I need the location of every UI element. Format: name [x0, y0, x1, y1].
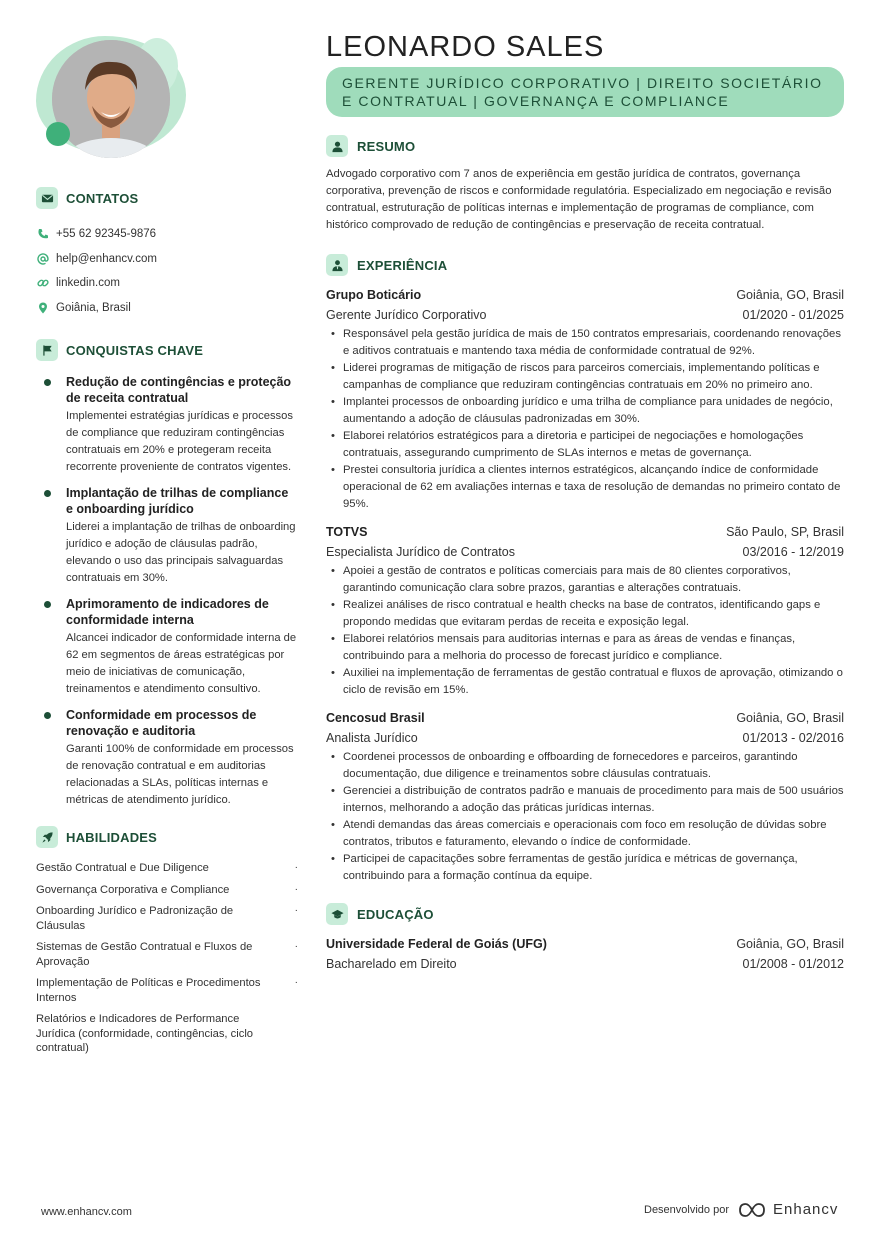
job-bullet: • Coordenei processos de onboarding e offboarding de fornecedores e parceiros, garantindo documentação, due diligence e treinamentos sobre cláusulas contratuais. — [326, 749, 844, 783]
contacts-label: CONTATOS — [66, 190, 139, 206]
skill-text: Gestão Contratual e Due Diligence — [36, 862, 209, 874]
bullet-dot — [44, 712, 51, 719]
job-bullet: • Auxiliei na implementação de ferramentas de gestão contratual e fluxos de aprovação, otimizando o ciclo de revisão em 15%. — [326, 665, 844, 699]
briefcase-user-icon — [326, 254, 348, 276]
bullet-dot — [44, 379, 51, 386]
education-subheader — [326, 954, 844, 974]
contact-email — [36, 247, 298, 272]
job-subheader — [326, 542, 844, 562]
skill-separator — [284, 1012, 298, 1056]
job-bullet: • Atendi demandas das áreas comerciais e operacionais com foco em resolução de dúvidas sobre contratos, tributos e faturamento, elevando o índice de conformidade. — [326, 817, 844, 851]
education-section-title — [326, 903, 844, 925]
job-header — [326, 285, 844, 305]
job-bullet: • Prestei consultoria jurídica a clientes internos estratégicos, alcançando índice de conformidade operacional de 62 em avaliações internas e taxa de resolução de demandas no primeiro contato de 95%. — [326, 462, 844, 513]
job-bullets — [326, 326, 844, 513]
job-location: Goiânia, GO, Brasil — [736, 711, 844, 725]
summary-text: Advogado corporativo com 7 anos de experiência em gestão jurídica de contratos, governança corporativa, prevenção de riscos e conformidade regulatória. Especializado em negociação e revisão contratual, estruturação de políticas internas e implementação de programas de compliance, com histórico comprovado de redução de contingências e preservação de receita contratual. — [326, 168, 832, 231]
achievement-item — [36, 707, 298, 809]
achievement-item — [36, 485, 298, 587]
candidate-name: LEONARDO SALES — [326, 31, 605, 63]
skill-text: Implementação de Políticas e Procedimentos Internos — [36, 977, 261, 1004]
job-bullet: • Implantei processos de onboarding jurídico e uma trilha de compliance para unidades de negócio, aumentando a adoção de cláusulas padronizadas em 30%. — [326, 394, 844, 428]
skill-item — [36, 1012, 298, 1056]
achievement-item — [36, 596, 298, 698]
achievement-description: Garanti 100% de conformidade em processos de renovação contratual e em auditorias relacionadas a SLAs, políticas internas e métricas de atendimento jurídico. — [66, 743, 294, 806]
skill-text: Governança Corporativa e Compliance — [36, 883, 230, 896]
experience-label: EXPERIÊNCIA — [357, 257, 448, 273]
footer-website[interactable]: www.enhancv.com — [41, 1206, 132, 1218]
right-column — [326, 30, 844, 974]
job-bullet: • Apoiei a gestão de contratos e políticas comerciais para mais de 80 clientes corporativos, garantindo comunicação clara sobre prazos, garantias e alterações contratuais. — [326, 563, 844, 597]
job-entry — [326, 285, 844, 513]
job-dates: 01/2020 - 01/2025 — [742, 308, 844, 322]
user-icon — [326, 135, 348, 157]
job-location: Goiânia, GO, Brasil — [736, 288, 844, 302]
skill-text: Relatórios e Indicadores de Performance Jurídica (conformidade, contingências, ciclo contratual) — [36, 1013, 254, 1054]
achievements-section-title — [36, 338, 298, 362]
job-role: Especialista Jurídico de Contratos — [326, 545, 515, 559]
job-entry — [326, 522, 844, 699]
job-bullet: • Liderei programas de mitigação de riscos para parceiros comerciais, implementando políticas e campanhas de compliance que reduziram contingências contratuais em 20% no primeiro ano. — [326, 360, 844, 394]
flag-icon — [36, 339, 58, 361]
job-header — [326, 522, 844, 542]
job-bullet: • Participei de capacitações sobre ferramentas de gestão jurídica e métricas de governança, contribuindo para a formação contínua da equipe. — [326, 851, 844, 885]
achievement-description: Liderei a implantação de trilhas de onboarding jurídico e adoção de cláusulas padrão, elevando o uso das principais salvaguardas contratuais em 30%. — [66, 521, 296, 584]
contact-linkedin-text[interactable]: linkedin.com — [56, 277, 120, 290]
at-icon — [36, 252, 50, 266]
job-company: TOTVS — [326, 525, 368, 539]
skill-separator: · — [294, 941, 298, 952]
job-role: Analista Jurídico — [326, 731, 418, 745]
skill-item — [36, 904, 298, 933]
bullet-dot — [44, 490, 51, 497]
skill-separator: · — [294, 862, 298, 873]
education-header — [326, 934, 844, 954]
contact-list — [36, 222, 298, 320]
contact-email-text[interactable]: help@enhancv.com — [56, 252, 157, 265]
skill-separator: · — [294, 905, 298, 916]
achievement-item — [36, 374, 298, 476]
contact-linkedin — [36, 271, 298, 296]
graduation-cap-icon — [326, 903, 348, 925]
experience-section-title — [326, 254, 844, 276]
photo-dot-decoration — [46, 122, 70, 146]
skill-item — [36, 940, 298, 969]
education-entry — [326, 934, 844, 974]
job-bullet: • Elaborei relatórios mensais para auditorias internas e para as áreas de vendas e finanças, contribuindo para a melhoria do processo de forecast jurídico e compliance. — [326, 631, 844, 665]
education-school: Universidade Federal de Goiás (UFG) — [326, 937, 547, 951]
achievements-list — [36, 374, 298, 809]
achievement-title: Conformidade em processos de renovação e auditoria — [66, 708, 257, 738]
headline-banner: GERENTE JURÍDICO CORPORATIVO | DIREITO SOCIETÁRIO E CONTRATUAL | GOVERNANÇA E COMPLIANCE — [326, 67, 844, 117]
job-subheader — [326, 305, 844, 325]
rocket-icon — [36, 826, 58, 848]
job-bullet: • Gerenciei a distribuição de contratos padrão e manuais de procedimento para mais de 500 usuários internos, melhorando a adoção das práticas jurídicas internas. — [326, 783, 844, 817]
location-icon — [36, 301, 50, 315]
job-bullet: • Elaborei relatórios estratégicos para a diretoria e participei de negociações e homologações contratuais, assegurando cumprimento de SLAs internos e metas de governança. — [326, 428, 844, 462]
achievement-title: Implantação de trilhas de compliance e onboarding jurídico — [66, 486, 289, 516]
job-bullets — [326, 563, 844, 699]
phone-icon — [36, 227, 50, 241]
skill-text: Sistemas de Gestão Contratual e Fluxos de Aprovação — [36, 941, 253, 968]
contact-phone — [36, 222, 298, 247]
link-icon — [36, 276, 50, 290]
avatar — [52, 40, 170, 158]
summary-label: RESUMO — [357, 138, 416, 154]
achievement-title: Redução de contingências e proteção de receita contratual — [66, 375, 292, 405]
footer-powered-text: Desenvolvido por — [644, 1203, 729, 1216]
education-location: Goiânia, GO, Brasil — [736, 937, 844, 951]
skill-item — [36, 976, 298, 1005]
job-role: Gerente Jurídico Corporativo — [326, 308, 487, 322]
achievements-label: CONQUISTAS CHAVE — [66, 342, 204, 358]
skills-list — [36, 861, 298, 1056]
education-label: EDUCAÇÃO — [357, 906, 434, 922]
education-degree: Bacharelado em Direito — [326, 957, 457, 971]
education-dates: 01/2008 - 01/2012 — [742, 957, 844, 971]
footer-brand: Enhancv — [773, 1201, 839, 1218]
achievement-description: Alcancei indicador de conformidade interna de 62 em segmentos de áreas estratégicas por meio de iniciativas de comunicação, treinamentos e atendimento consultivo. — [66, 632, 297, 695]
job-location: São Paulo, SP, Brasil — [726, 525, 844, 539]
job-dates: 01/2013 - 02/2016 — [742, 731, 844, 745]
skill-text: Onboarding Jurídico e Padronização de Cláusulas — [36, 905, 234, 932]
left-column — [36, 30, 298, 1063]
bullet-dot — [44, 601, 51, 608]
job-header — [326, 708, 844, 728]
job-bullet: • Realizei análises de risco contratual e health checks na base de contratos, identificando gaps e propondo medidas que evitaram perdas de receita e exposição legal. — [326, 597, 844, 631]
job-bullet: • Responsável pela gestão jurídica de mais de 150 contratos empresariais, coordenando renovações e aditivos contratuais e mantendo taxa média de conformidade contratual de 92%. — [326, 326, 844, 360]
skill-separator: · — [294, 883, 298, 895]
job-company: Cencosud Brasil — [326, 711, 425, 725]
achievement-title: Aprimoramento de indicadores de conformidade interna — [66, 597, 269, 627]
summary-section-title — [326, 135, 844, 157]
job-dates: 03/2016 - 12/2019 — [742, 545, 844, 559]
contact-location — [36, 296, 298, 321]
skills-label: HABILIDADES — [66, 829, 158, 845]
footer-branding — [644, 1201, 838, 1218]
job-entry — [326, 708, 844, 885]
enhancv-logo-icon[interactable] — [737, 1201, 838, 1218]
contact-location-text: Goiânia, Brasil — [56, 301, 131, 314]
skills-section-title — [36, 825, 298, 849]
job-company: Grupo Boticário — [326, 288, 422, 302]
photo-area — [36, 30, 186, 160]
job-bullets — [326, 749, 844, 885]
contacts-section-title — [36, 186, 298, 210]
achievement-description: Implementei estratégias jurídicas e processos de compliance que reduziram contingências contratuais em 20% e protegeram receita recorrente proveniente de contratos vigentes. — [66, 410, 293, 473]
skill-separator: · — [294, 977, 298, 988]
mail-icon — [36, 187, 58, 209]
skill-item — [36, 861, 298, 876]
job-subheader — [326, 728, 844, 748]
skill-item — [36, 883, 298, 898]
contact-phone-text[interactable]: +55 62 92345-9876 — [56, 228, 157, 241]
